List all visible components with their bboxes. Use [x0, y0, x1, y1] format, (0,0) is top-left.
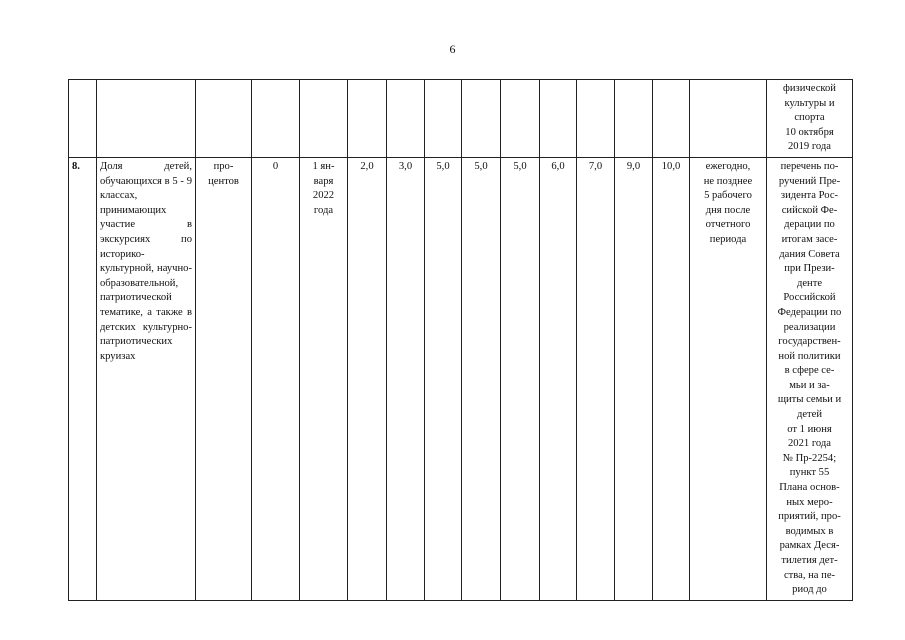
cont-cell-value	[425, 80, 462, 158]
cont-cell-value	[615, 80, 653, 158]
cont-cell-unit	[196, 80, 252, 158]
base-date-cell: 1 ян- варя 2022 года	[300, 157, 348, 600]
continuation-row	[69, 80, 853, 158]
cont-cell-value	[501, 80, 540, 158]
value-cell-2: 3,0	[387, 157, 425, 600]
value-cell-3: 5,0	[425, 157, 462, 600]
cont-cell-number	[69, 80, 97, 158]
cont-cell-value	[348, 80, 387, 158]
page-number: 6	[449, 42, 456, 56]
indicator-name: Доля детей, обучающихся в 5 - 9 классах, принимающих участие в экскурсиях по историко-культурной, научно-образовательной, патриотической тематике, а также в детских культурно-патриотических круизах	[97, 157, 196, 600]
cont-cell-base-value	[252, 80, 300, 158]
cont-cell-indicator	[97, 80, 196, 158]
value-cell-6: 6,0	[540, 157, 577, 600]
base-value-cell: 0	[252, 157, 300, 600]
cont-cell-value	[653, 80, 690, 158]
value-cell-4: 5,0	[462, 157, 501, 600]
table-row	[69, 157, 853, 600]
value-cell-9: 10,0	[653, 157, 690, 600]
value-cell-1: 2,0	[348, 157, 387, 600]
cont-cell-value	[387, 80, 425, 158]
value-cell-5: 5,0	[501, 157, 540, 600]
row-number: 8.	[69, 157, 97, 600]
value-cell-8: 9,0	[615, 157, 653, 600]
unit-cell: про- центов	[196, 157, 252, 600]
source-cell: перечень по- ручений Пре- зидента Рос- сийской Фе- дерации по итогам засе- дания Совета при Прези- денте Российской Федерации по реализации государствен- ной политики в сфере се- мьи и за- щиты семьи и детей от 1 июня 2021 года № Пр-2254; пункт 55 Плана основ- ных меро- приятий, про- водимых в рамках Деся- тилетия дет- ства, на пе- риод до	[767, 157, 853, 600]
cont-cell-value	[462, 80, 501, 158]
cont-cell-value	[540, 80, 577, 158]
cont-cell-frequency	[690, 80, 767, 158]
indicator-table	[68, 79, 853, 601]
cont-cell-source: физической культуры и спорта 10 октября 2019 года	[767, 80, 853, 158]
frequency-cell: ежегодно, не позднее 5 рабочего дня после отчетного периода	[690, 157, 767, 600]
cont-cell-base-date	[300, 80, 348, 158]
cont-cell-value	[577, 80, 615, 158]
value-cell-7: 7,0	[577, 157, 615, 600]
